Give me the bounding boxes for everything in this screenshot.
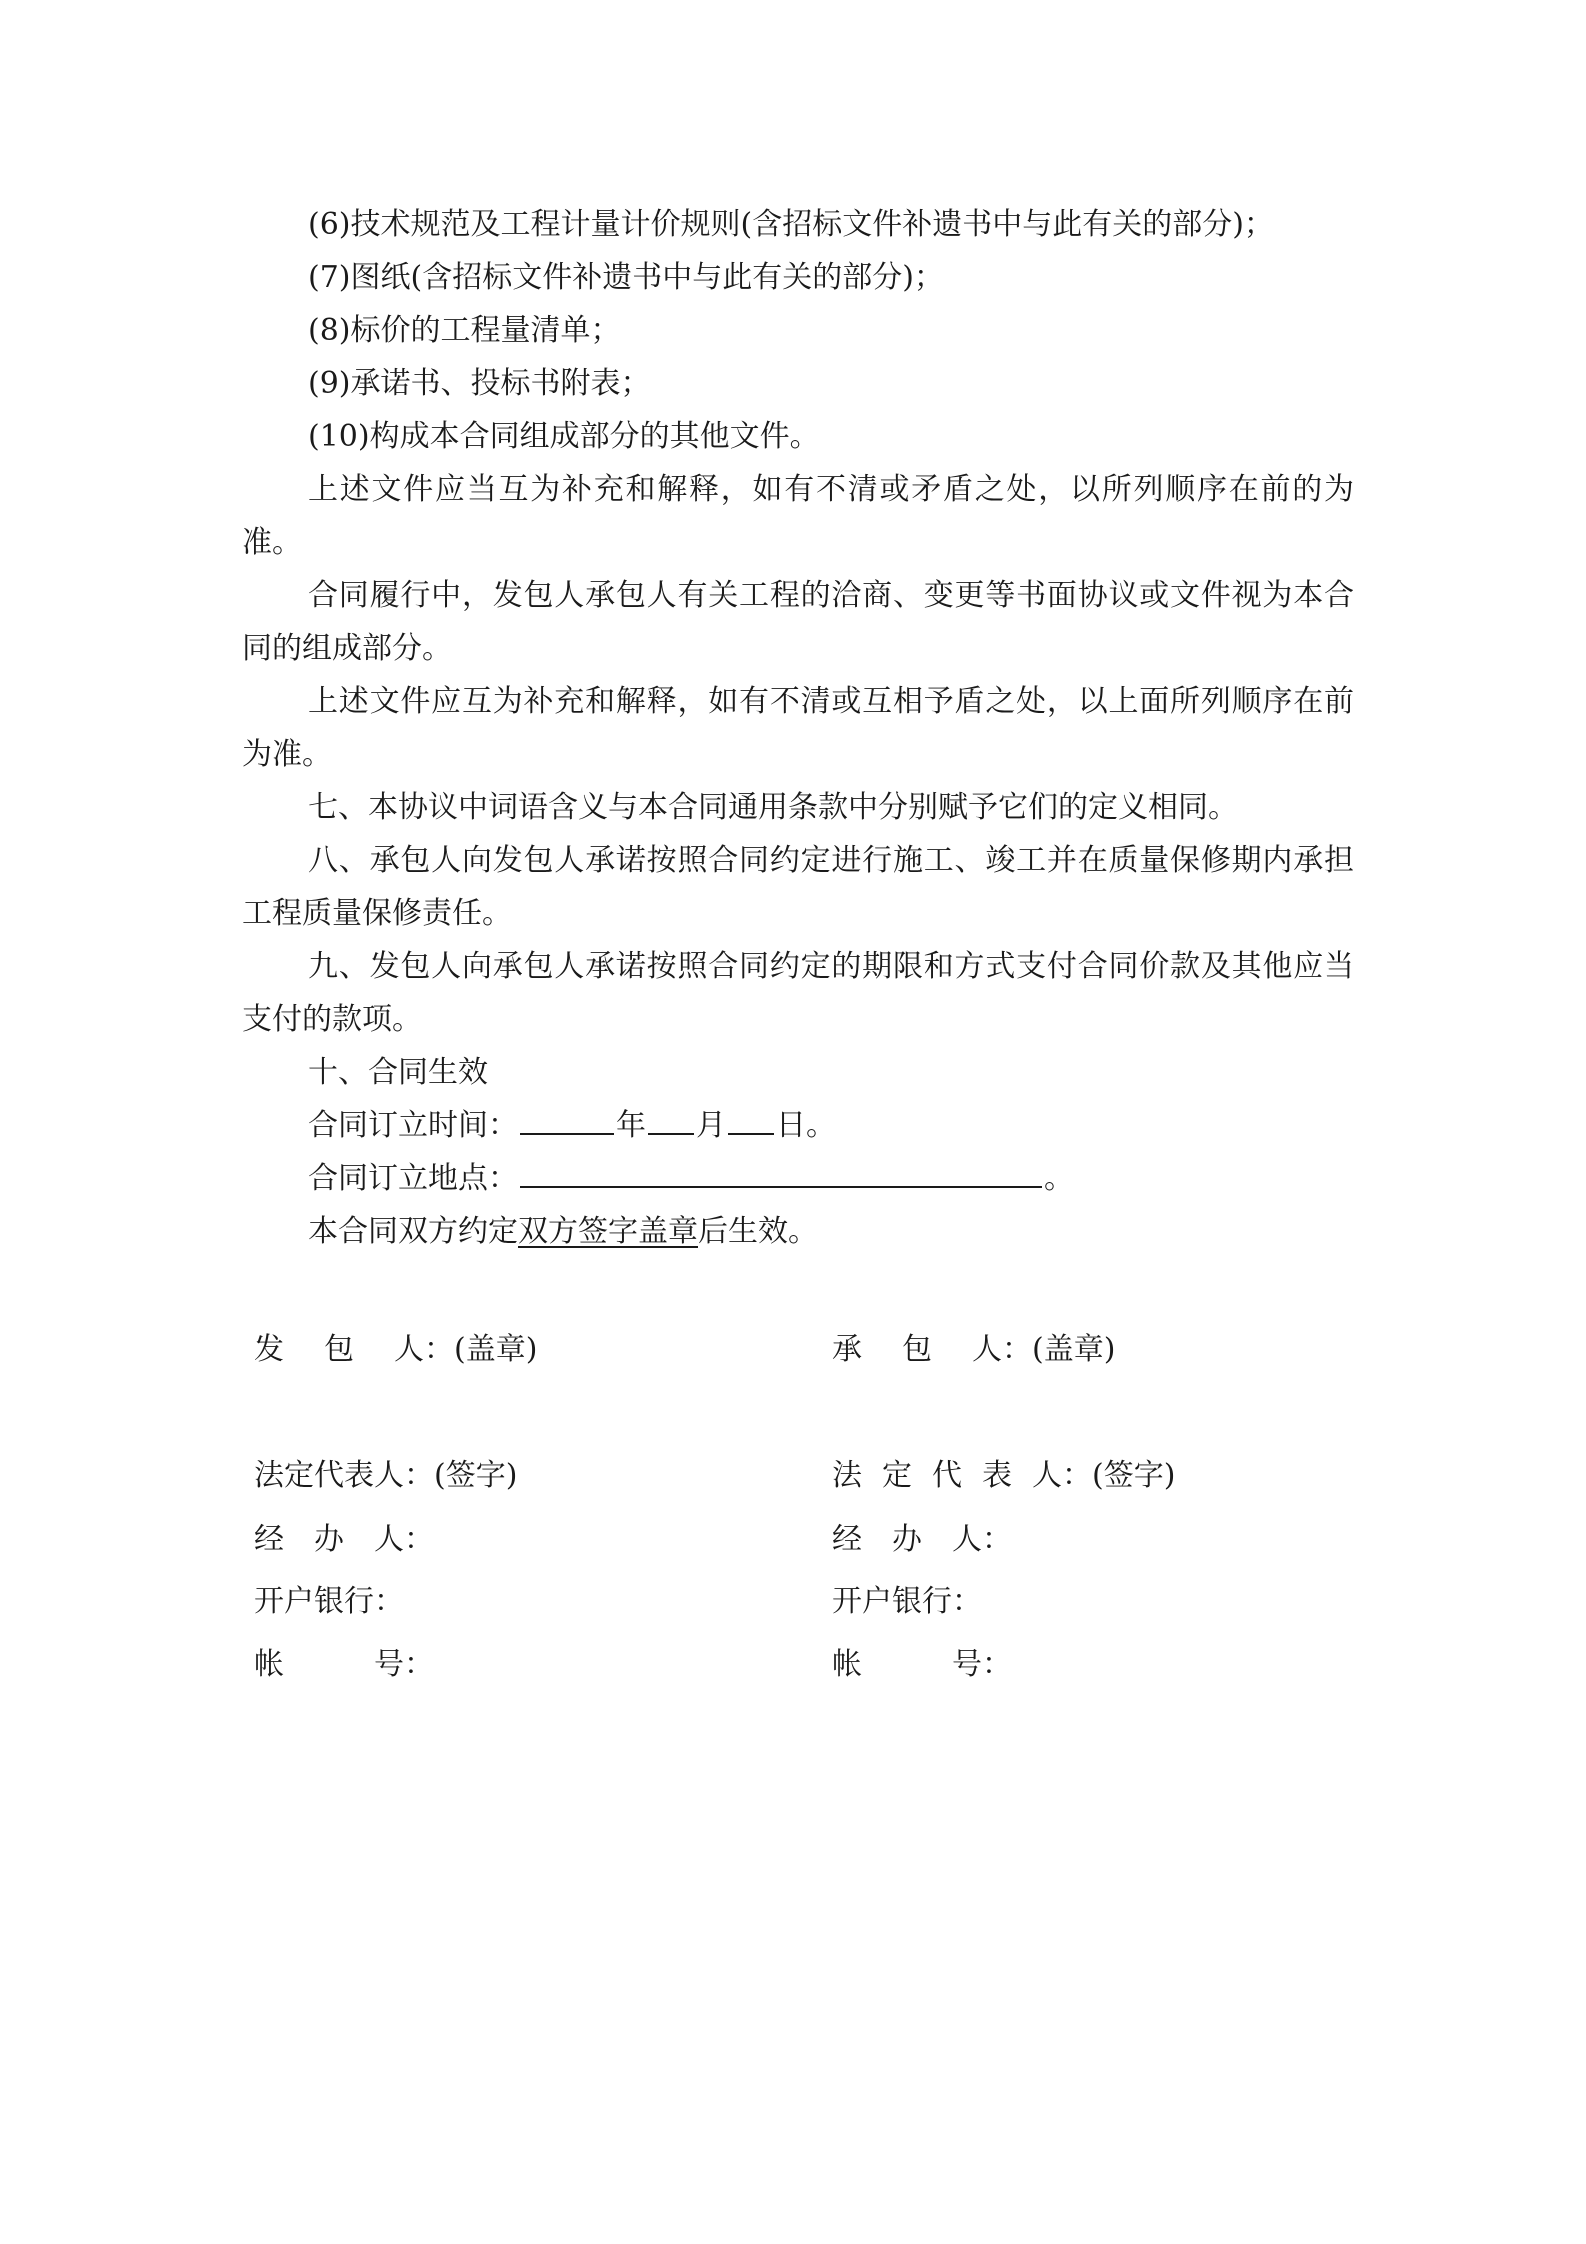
right-bank-label: 开户银行: [832, 1584, 952, 1619]
left-account-label: 帐 号: [254, 1647, 404, 1682]
right-bank-colon: ：: [952, 1584, 982, 1619]
left-bank-label: 开户银行: [254, 1584, 374, 1619]
left-rep-label: 法定代表人: [254, 1458, 404, 1493]
right-account-label: 帐 号: [832, 1647, 982, 1682]
year-unit: 年: [616, 1108, 646, 1143]
right-party-line: [832, 1330, 1115, 1370]
right-handler-colon: ：: [982, 1522, 1012, 1557]
left-handler-colon: ：: [404, 1522, 434, 1557]
signing-time-label: 合同订立时间：: [308, 1108, 518, 1143]
left-party-note: ：(盖章): [424, 1332, 538, 1367]
clause-10: 十、合同生效: [308, 1055, 488, 1090]
left-bank-colon: ：: [374, 1584, 404, 1619]
right-party-label: 承 包 人: [832, 1332, 1002, 1367]
item-10: (10)构成本合同组成部分的其他文件。: [308, 419, 820, 454]
item-7: (7)图纸(含招标文件补遗书中与此有关的部分)；: [308, 260, 944, 295]
year-blank[interactable]: [520, 1103, 614, 1135]
order-of-precedence-2: 上述文件应互为补充和解释，如有不清或互相予盾之处，以上面所列顺序在前为准。: [242, 684, 1354, 772]
clause-7: 七、本协议中词语含义与本合同通用条款中分别赋予它们的定义相同。: [308, 790, 1238, 825]
signing-place-line: [242, 1152, 1354, 1205]
right-rep-label: 法 定 代 表 人: [832, 1458, 1062, 1493]
effective-prefix: 本合同双方约定: [308, 1214, 518, 1249]
left-party-label: 发 包 人: [254, 1332, 424, 1367]
left-bank-line: [254, 1582, 404, 1622]
item-9: (9)承诺书、投标书附表；: [308, 366, 651, 401]
right-account-line: [832, 1645, 1012, 1685]
right-bank-line: [832, 1582, 982, 1622]
effective-suffix: 后生效。: [698, 1214, 818, 1249]
performance-paragraph: 合同履行中，发包人承包人有关工程的洽商、变更等书面协议或文件视为本合同的组成部分。: [242, 578, 1354, 666]
clause-9: 九、发包人向承包人承诺按照合同约定的期限和方式支付合同价款及其他应当支付的款项。: [242, 949, 1354, 1037]
month-unit: 月: [696, 1108, 726, 1143]
effective-clause: [242, 1205, 1354, 1258]
right-rep-note: ：(签字): [1062, 1458, 1176, 1493]
left-rep-note: ：(签字): [404, 1458, 518, 1493]
right-account-colon: ：: [982, 1647, 1012, 1682]
effective-underlined: 双方签字盖章: [518, 1214, 698, 1249]
left-account-colon: ：: [404, 1647, 434, 1682]
right-party-note: ：(盖章): [1002, 1332, 1116, 1367]
left-account-line: [254, 1645, 434, 1685]
clause-8: 八、承包人向发包人承诺按照合同约定进行施工、竣工并在质量保修期内承担工程质量保修责任。: [242, 843, 1354, 931]
contract-body: [242, 198, 1354, 1258]
right-handler-label: 经 办 人: [832, 1522, 982, 1557]
right-handler-line: [832, 1520, 1012, 1560]
left-handler-line: [254, 1520, 434, 1560]
order-of-precedence-1: 上述文件应当互为补充和解释，如有不清或矛盾之处，以所列顺序在前的为准。: [242, 472, 1354, 560]
month-blank[interactable]: [648, 1103, 694, 1135]
signing-time-line: [242, 1099, 1354, 1152]
signing-place-label: 合同订立地点：: [308, 1161, 518, 1196]
day-unit: 日。: [776, 1108, 836, 1143]
item-8: (8)标价的工程量清单；: [308, 313, 621, 348]
left-party-line: [254, 1330, 537, 1370]
signing-place-end: 。: [1044, 1161, 1074, 1196]
left-handler-label: 经 办 人: [254, 1522, 404, 1557]
left-rep-line: [254, 1456, 517, 1496]
item-6: (6)技术规范及工程计量计价规则(含招标文件补遗书中与此有关的部分)；: [308, 207, 1274, 242]
right-rep-line: [832, 1456, 1175, 1496]
day-blank[interactable]: [728, 1103, 774, 1135]
place-blank[interactable]: [520, 1156, 1042, 1188]
